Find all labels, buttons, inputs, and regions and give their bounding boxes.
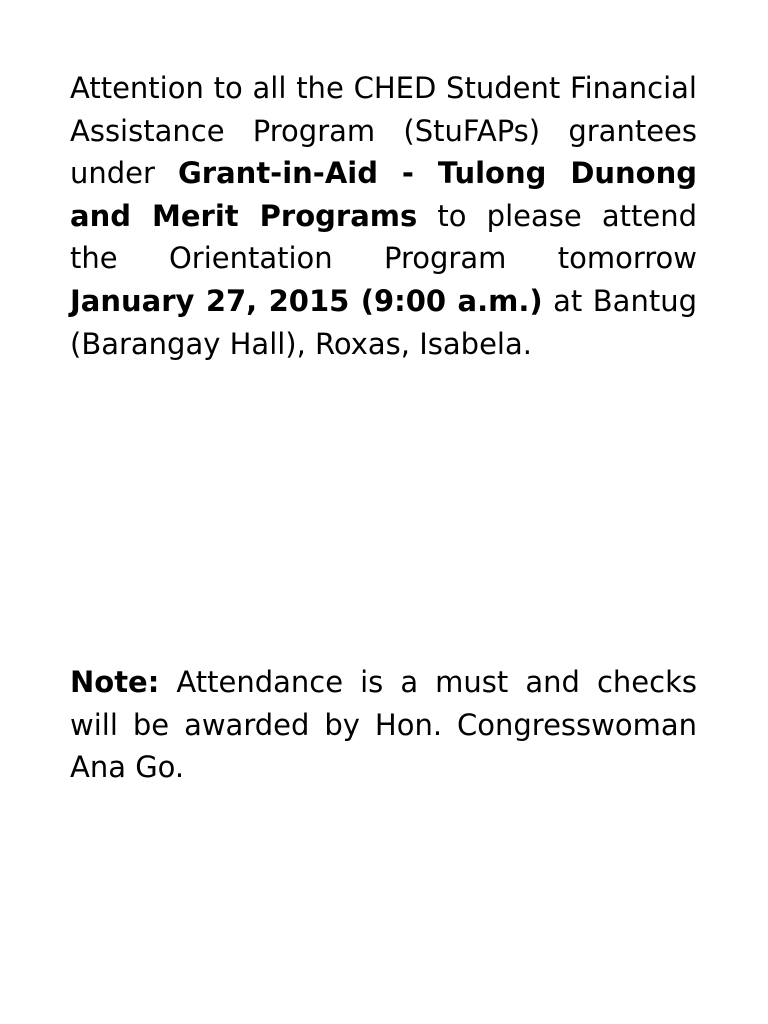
announcement-middle: to please attend the Orientation Program tomorrow	[70, 198, 697, 276]
note-label: Note:	[70, 665, 160, 699]
program-names: Grant-in-Aid - Tulong Dunong and Merit Programs	[70, 156, 698, 233]
note-text: Attendance is a must and checks will be awarded by Hon. Congresswoman Ana Go.	[70, 665, 697, 785]
announcement-intro: Attention to all the CHED Student Financial Assistance Program (StuFAPs) grantees under	[70, 71, 697, 191]
orientation-location: at Bantug (Barangay Hall), Roxas, Isabela.	[70, 283, 697, 361]
note-paragraph	[70, 661, 697, 789]
announcement-paragraph	[70, 67, 697, 365]
orientation-date-time: January 27, 2015 (9:00 a.m.)	[70, 283, 543, 318]
